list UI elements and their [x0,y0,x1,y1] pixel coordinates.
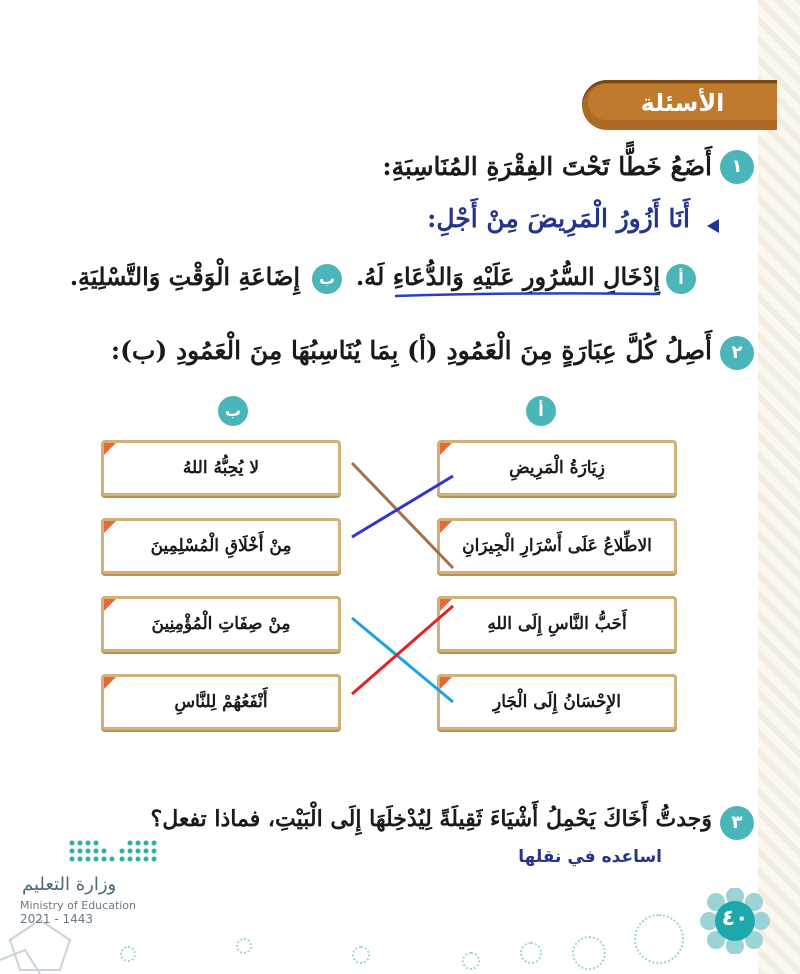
match-line-red [352,606,453,694]
question-1-number: ١ [720,150,754,184]
column-a-card-text: زِيَارَةُ الْمَرِيضِ [509,458,605,478]
page-number: ٤٠ [721,906,749,931]
column-a-card-text: الإِحْسَانُ إِلَى الْجَارِ [493,692,621,712]
column-b-card-text: مِنْ أَخْلَاقِ الْمُسْلِمِينَ [150,536,292,556]
option-b-text[interactable]: إِضَاعَةِ الْوَقْتِ وَالتَّسْلِيَةِ. [69,262,300,291]
decorative-rosette-icon [520,942,542,964]
ministry-name-en: Ministry of Education [20,899,137,912]
option-a-text[interactable]: إِدْخَالِ السُّرُورِ عَلَيْهِ وَالدُّعَاءِ لَهُ. [355,262,660,291]
question-3-text: وَجدتُّ أَخَاكَ يَحْمِلُ أَشْيَاءَ ثَقِيلَةً لِيُدْخِلَهَا إِلَى الْبَيْتِ، فماذا تفعل؟ [150,806,712,832]
column-b-card-text: لا يُحِبُّهُ اللهُ [182,458,260,478]
decorative-rosette-icon [572,936,606,970]
decorative-rosette-icon [634,914,684,964]
question-2-number: ٢ [720,336,754,370]
match-line-cyan [352,618,453,702]
ministry-name-ar: وزارة التعليم [22,874,117,895]
section-title: الأسئلة [588,84,777,120]
column-b-card-text: أَنْفَعُهُمْ لِلنَّاسِ [174,692,268,712]
column-a-card-text: أَحَبُّ النَّاسِ إِلَى اللهِ [487,614,627,634]
decorative-rosette-icon [352,946,370,964]
decorative-rosette-icon [236,938,252,954]
decorative-rosette-icon [120,946,136,962]
column-b-header: ب [218,396,248,426]
option-b-letter: ب [312,264,342,294]
answer-underline [395,293,660,296]
ministry-year: 2021 - 1443 [20,912,94,926]
question-1-prompt: أَنَا أَزُورُ الْمَرِيضَ مِنْ أَجْلِ: [427,204,690,233]
question-3-number: ٣ [720,806,754,840]
page-number-badge [700,888,770,954]
match-line-blue [352,476,453,537]
question-2-text: أَصِلُ كُلَّ عِبَارَةٍ مِنَ الْعَمُودِ (أ) بِمَا يُنَاسِبُهَا مِنَ الْعَمُودِ (ب): [110,336,712,365]
question-1-text: أَضَعُ خَطًّا تَحْتَ الفِقْرَةِ المُنَاسِبَةِ: [382,152,712,181]
column-b-card-text: مِنْ صِفَاتِ الْمُؤْمِنِينَ [151,614,291,634]
column-a-header: أ [526,396,556,426]
question-3-answer: اساعده في نقلها [518,847,662,867]
decorative-rosette-icon [462,952,480,970]
option-a-letter: أ [666,264,696,294]
column-a-card-text: الاطِّلاعُ عَلَى أَسْرَارِ الْجِيرَانِ [462,536,652,556]
match-line-brown [352,463,453,568]
